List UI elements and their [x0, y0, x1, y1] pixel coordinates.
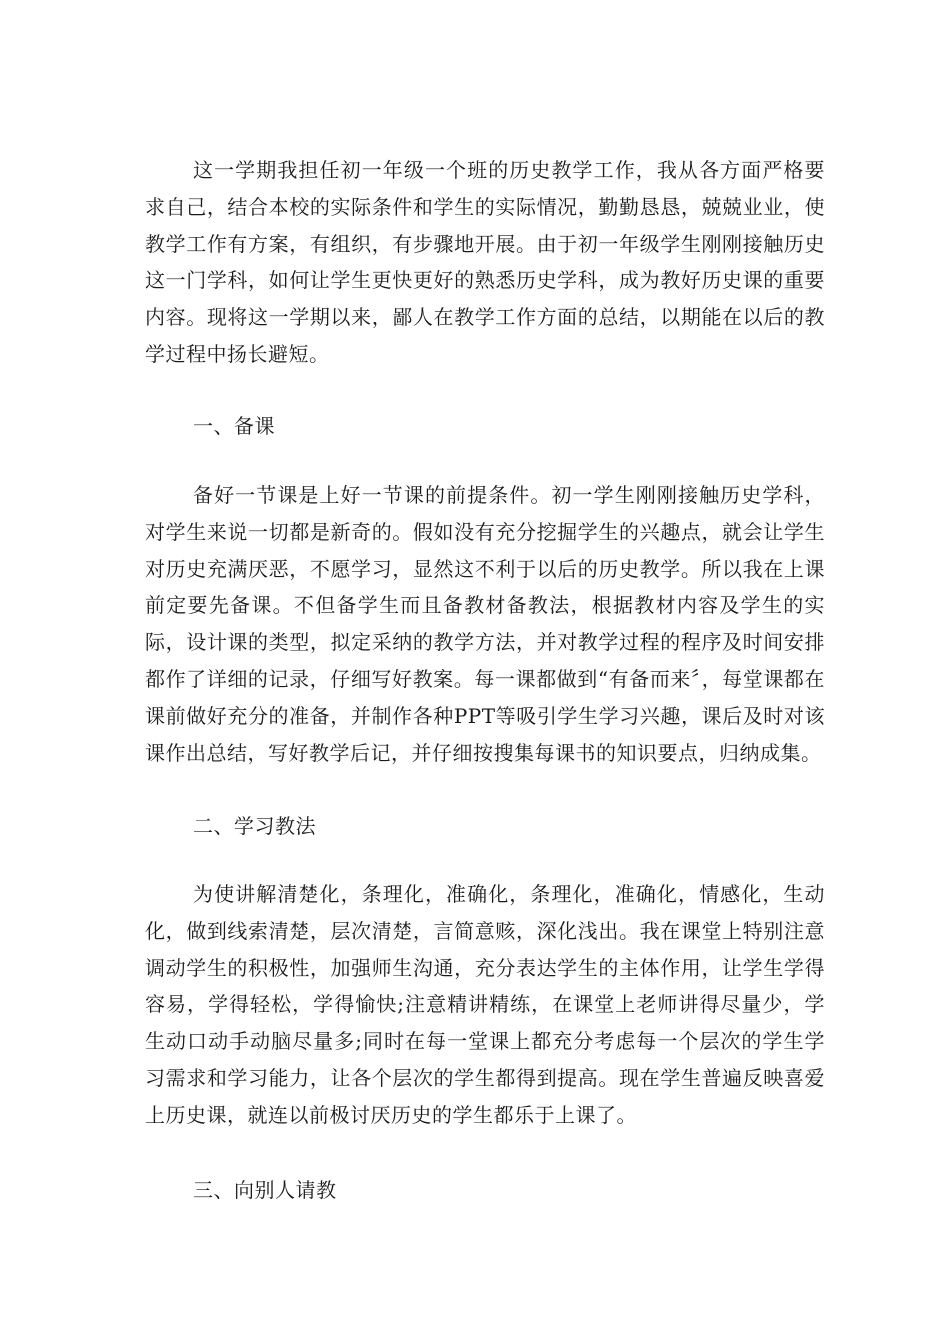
section-heading-lesson-prep: 一、备课 — [193, 414, 275, 438]
section-heading-teaching-methods: 二、学习教法 — [193, 814, 316, 838]
section-heading-ask-others: 三、向别人请教 — [193, 1178, 337, 1202]
section-body-teaching-methods: 为使讲解清楚化，条理化，准确化，条理化，准确化，情感化，生动化，做到线索清楚，层次清楚，言简意赅，深化浅出。我在课堂上特别注意调动学生的积极性，加强师生沟通，充分表达学生的主体作用，让学生学得容易，学得轻松，学得愉快;注意精讲精练，在课堂上老师讲得尽量少，学生动口动手动脑尽量多;同时在每一堂课上都充分考虑每一个层次的学生学习需求和学习能力，让各个层次的学生都得到提高。现在学生普遍反映喜爱上历史课，就连以前极讨厌历史的学生都乐于上课了。 — [145, 882, 825, 1127]
section-body-lesson-prep: 备好一节课是上好一节课的前提条件。初一学生刚刚接触历史学科，对学生来说一切都是新奇的。假如没有充分挖掘学生的兴趣点，就会让学生对历史充满厌恶，不愿学习，显然这不利于以后的历史教学。所以我在上课前定要先备课。不但备学生而且备教材备教法，根据教材内容及学生的实际，设计课的类型，拟定采纳的教学方法，并对教学过程的程序及时间安排都作了详细的记录，仔细写好教案。每一课都做到“有备而来〞，每堂课都在课前做好充分的准备，并制作各种PPT等吸引学生学习兴趣，课后及时对该课作出总结，写好教学后记，并仔细按搜集每课书的知识要点，归纳成集。 — [145, 483, 825, 765]
intro-paragraph: 这一学期我担任初一年级一个班的历史教学工作，我从各方面严格要求自己，结合本校的实际条件和学生的实际情况，勤勤恳恳，兢兢业业，使教学工作有方案，有组织，有步骤地开展。由于初一年级学生刚刚接触历史这一门学科，如何让学生更快更好的熟悉历史学科，成为教好历史课的重要内容。现将这一学期以来，鄙人在教学工作方面的总结，以期能在以后的教学过程中扬长避短。 — [145, 158, 825, 366]
